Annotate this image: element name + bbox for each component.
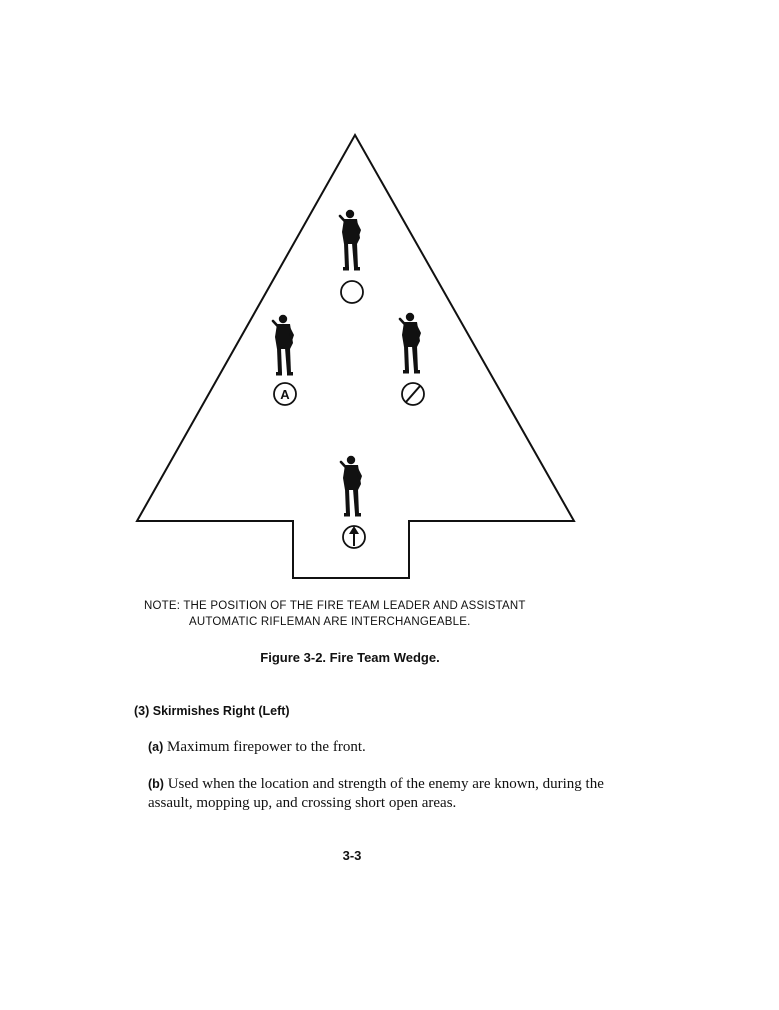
paragraph-b	[148, 775, 618, 813]
soldier-figure-right	[400, 313, 421, 374]
figure-caption: Figure 3-2. Fire Team Wedge.	[260, 650, 440, 665]
figure-note-line1: NOTE: THE POSITION OF THE FIRE TEAM LEADER AND ASSISTANT	[144, 600, 526, 612]
figure-note-line2: AUTOMATIC RIFLEMAN ARE INTERCHANGEABLE.	[189, 616, 471, 628]
soldier-figure-bottom	[341, 456, 362, 517]
rifleman-slash	[406, 386, 420, 402]
team-leader-symbol	[341, 281, 363, 303]
paragraph-a-text: Maximum firepower to the front.	[167, 739, 366, 755]
automatic-rifleman-letter: A	[280, 387, 290, 402]
paragraph-b-text: Used when the location and strength of the enemy are known, during the assault, mopping up, and crossing short open areas.	[148, 776, 604, 811]
soldier-figure-top	[340, 210, 361, 271]
paragraph-a-marker: (a)	[148, 740, 164, 754]
paragraph-a	[148, 738, 618, 757]
page-number: 3-3	[342, 848, 362, 863]
figure-note	[144, 598, 526, 630]
paragraph-b-marker: (b)	[148, 777, 164, 791]
soldier-figure-left	[273, 315, 294, 376]
section-heading: (3) Skirmishes Right (Left)	[134, 704, 290, 718]
